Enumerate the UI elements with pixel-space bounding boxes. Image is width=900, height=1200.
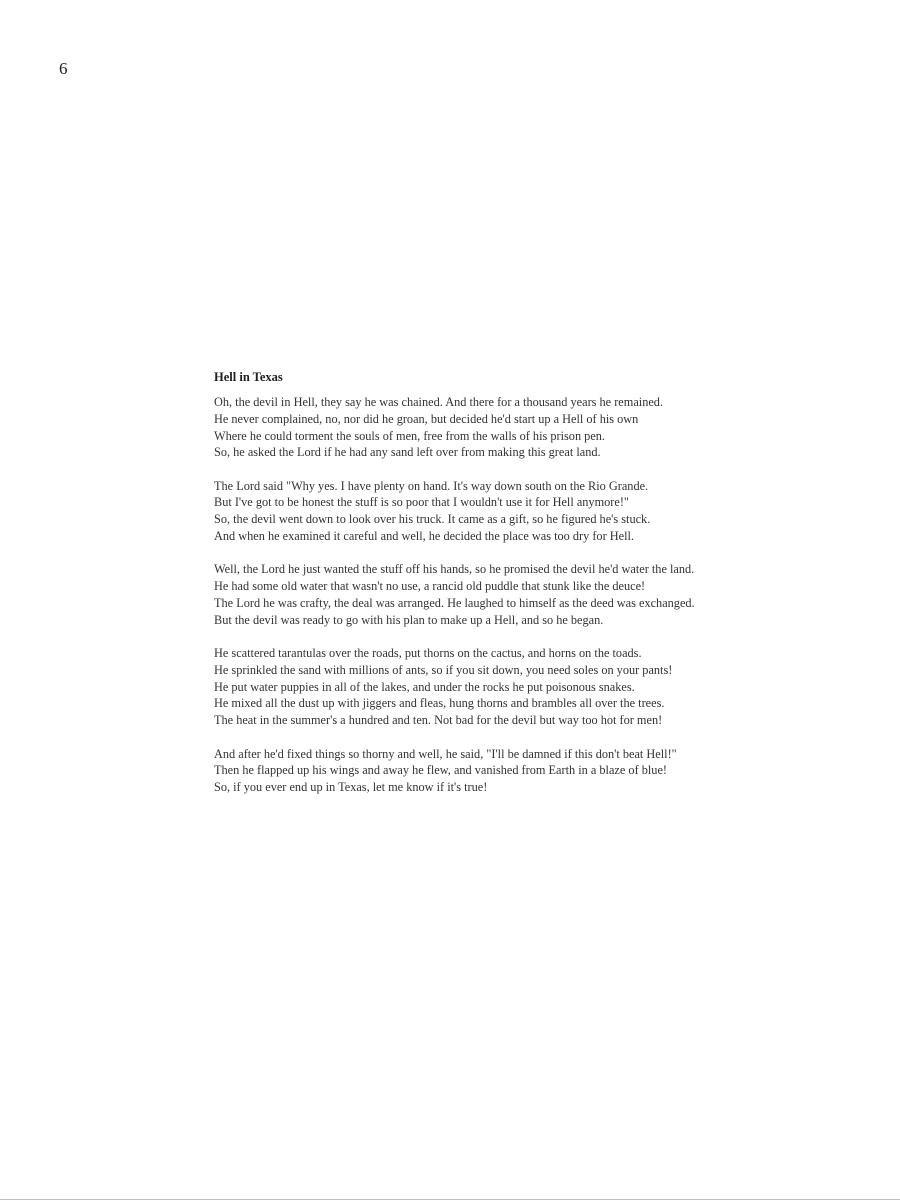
poem <box>214 369 854 812</box>
poem-line: Where he could torment the souls of men, free from the walls of his prison pen. <box>214 428 606 443</box>
poem-line: And after he'd fixed things so thorny and well, he said, "I'll be damned if this don't beat Hell!" <box>214 746 677 761</box>
poem-line: But the devil was ready to go with his plan to make up a Hell, and so he began. <box>214 612 604 627</box>
poem-line: He mixed all the dust up with jiggers and fleas, hung thorns and brambles all over the trees. <box>214 696 665 711</box>
stanza-3 <box>214 561 854 628</box>
poem-line: So, the devil went down to look over his truck. It came as a gift, so he figured he's stuck. <box>214 512 651 527</box>
poem-line: Well, the Lord he just wanted the stuff off his hands, so he promised the devil he'd water the land. <box>214 562 695 577</box>
stanza-2 <box>214 478 854 545</box>
poem-line: He had some old water that wasn't no use, a rancid old puddle that stunk like the deuce! <box>214 579 646 594</box>
page-number: 6 <box>59 59 68 78</box>
poem-line: The heat in the summer's a hundred and ten. Not bad for the devil but way too hot for men! <box>214 713 663 728</box>
poem-line: The Lord said "Why yes. I have plenty on hand. It's way down south on the Rio Grande. <box>214 478 649 493</box>
stanza-4 <box>214 645 854 729</box>
poem-title: Hell in Texas <box>214 370 283 384</box>
stanza-5 <box>214 746 854 796</box>
poem-line: Then he flapped up his wings and away he flew, and vanished from Earth in a blaze of blue! <box>214 763 668 778</box>
poem-line: But I've got to be honest the stuff is so poor that I wouldn't use it for Hell anymore!" <box>214 495 629 510</box>
poem-line: He scattered tarantulas over the roads, put thorns on the cactus, and horns on the toads. <box>214 646 642 661</box>
poem-line: Oh, the devil in Hell, they say he was chained. And there for a thousand years he remained. <box>214 395 664 409</box>
poem-line: He put water puppies in all of the lakes, and under the rocks he put poisonous snakes. <box>214 679 635 694</box>
poem-line: He never complained, no, nor did he groan, but decided he'd start up a Hell of his own <box>214 411 639 426</box>
poem-line: The Lord he was crafty, the deal was arranged. He laughed to himself as the deed was exchanged. <box>214 595 695 610</box>
poem-line: So, if you ever end up in Texas, let me know if it's true! <box>214 780 488 795</box>
poem-line: And when he examined it careful and well, he decided the place was too dry for Hell. <box>214 529 634 544</box>
poem-line: So, he asked the Lord if he had any sand left over from making this great land. <box>214 445 601 460</box>
poem-line: He sprinkled the sand with millions of ants, so if you sit down, you need soles on your pants! <box>214 662 673 677</box>
stanza-1 <box>214 394 854 461</box>
